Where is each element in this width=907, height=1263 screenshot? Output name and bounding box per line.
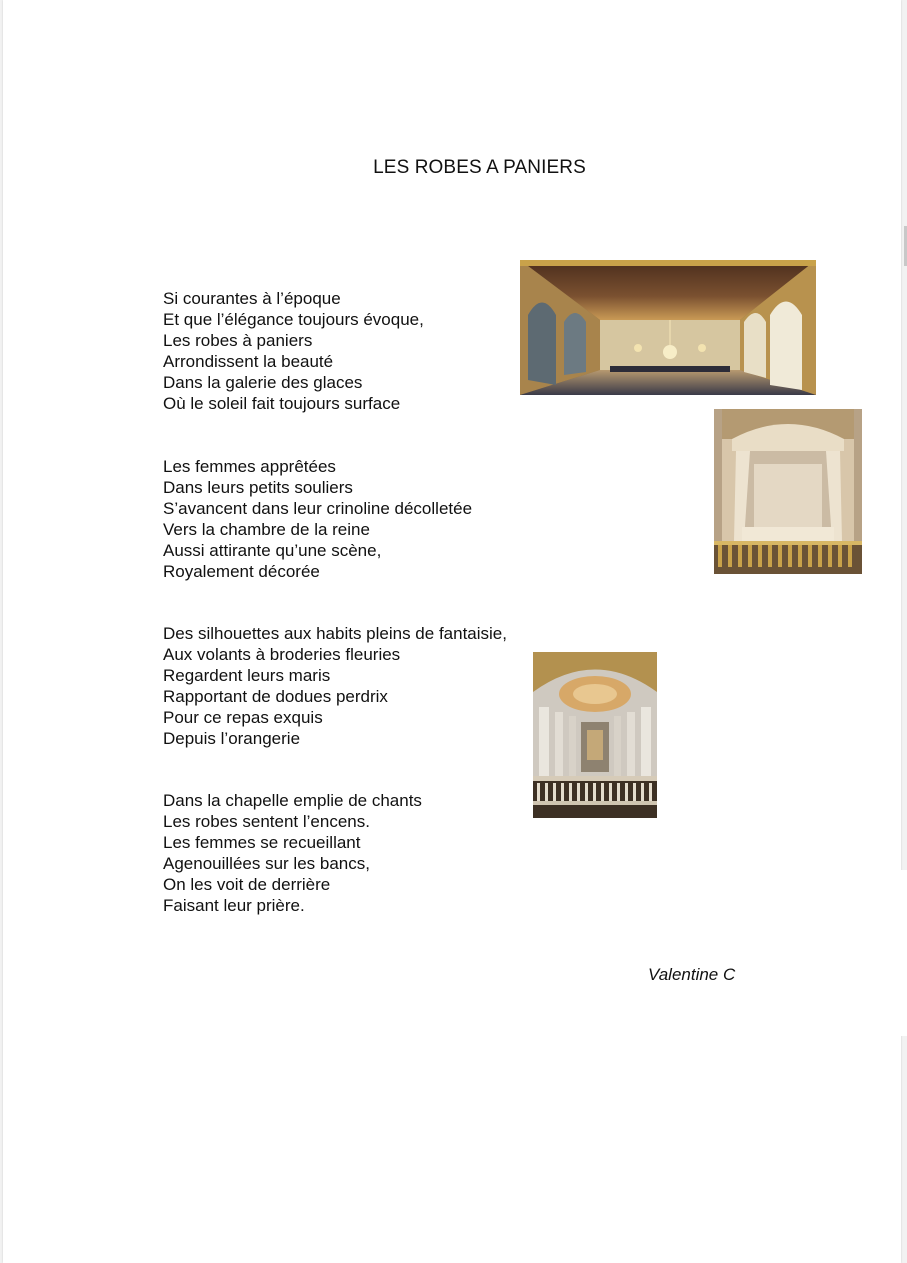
- poem-line: Les robes sentent l’encens.: [163, 811, 370, 831]
- document-page: [3, 0, 901, 1263]
- stanza-3: [163, 624, 507, 749]
- author-signature: Valentine C: [648, 965, 736, 984]
- stanza-2: [163, 457, 472, 582]
- poem-line: Les robes à paniers: [163, 330, 313, 350]
- royal-chapel-image: [533, 652, 657, 818]
- poem-line: Rapportant de dodues perdrix: [163, 686, 388, 706]
- poem-line: Pour ce repas exquis: [163, 707, 323, 727]
- poem-line: Regardent leurs maris: [163, 665, 331, 685]
- poem-line: Les femmes se recueillant: [163, 832, 361, 852]
- poem-line: Aussi attirante qu’une scène,: [163, 540, 382, 560]
- poem-line: Et que l’élégance toujours évoque,: [163, 309, 424, 329]
- queens-bedchamber-image: [714, 409, 862, 574]
- poem-line: Si courantes à l’époque: [163, 289, 341, 308]
- poem-title: LES ROBES A PANIERS: [373, 157, 586, 178]
- poem-line: Depuis l’orangerie: [163, 728, 301, 748]
- poem-line: On les voit de derrière: [163, 874, 331, 894]
- poem-line: Des silhouettes aux habits pleins de fantaisie,: [163, 624, 507, 643]
- poem-line: Dans la galerie des glaces: [163, 372, 363, 392]
- poem-line: Arrondissent la beauté: [163, 351, 334, 371]
- poem-line: Où le soleil fait toujours surface: [163, 393, 401, 413]
- poem-line: Vers la chambre de la reine: [163, 519, 370, 539]
- stanza-1: [163, 289, 424, 414]
- page-overlay: [743, 870, 907, 1036]
- poem-line: Dans la chapelle emplie de chants: [163, 791, 422, 810]
- poem-line: Dans leurs petits souliers: [163, 477, 353, 497]
- poem-line: Les femmes apprêtées: [163, 457, 336, 476]
- poem-line: Aux volants à broderies fleuries: [163, 644, 401, 664]
- hall-of-mirrors-image: [520, 260, 816, 395]
- stanza-4: [163, 791, 422, 916]
- poem-line: S’avancent dans leur crinoline décolletée: [163, 498, 473, 518]
- poem-line: Faisant leur prière.: [163, 895, 305, 915]
- poem-line: Royalement décorée: [163, 561, 320, 581]
- poem-line: Agenouillées sur les bancs,: [163, 853, 370, 873]
